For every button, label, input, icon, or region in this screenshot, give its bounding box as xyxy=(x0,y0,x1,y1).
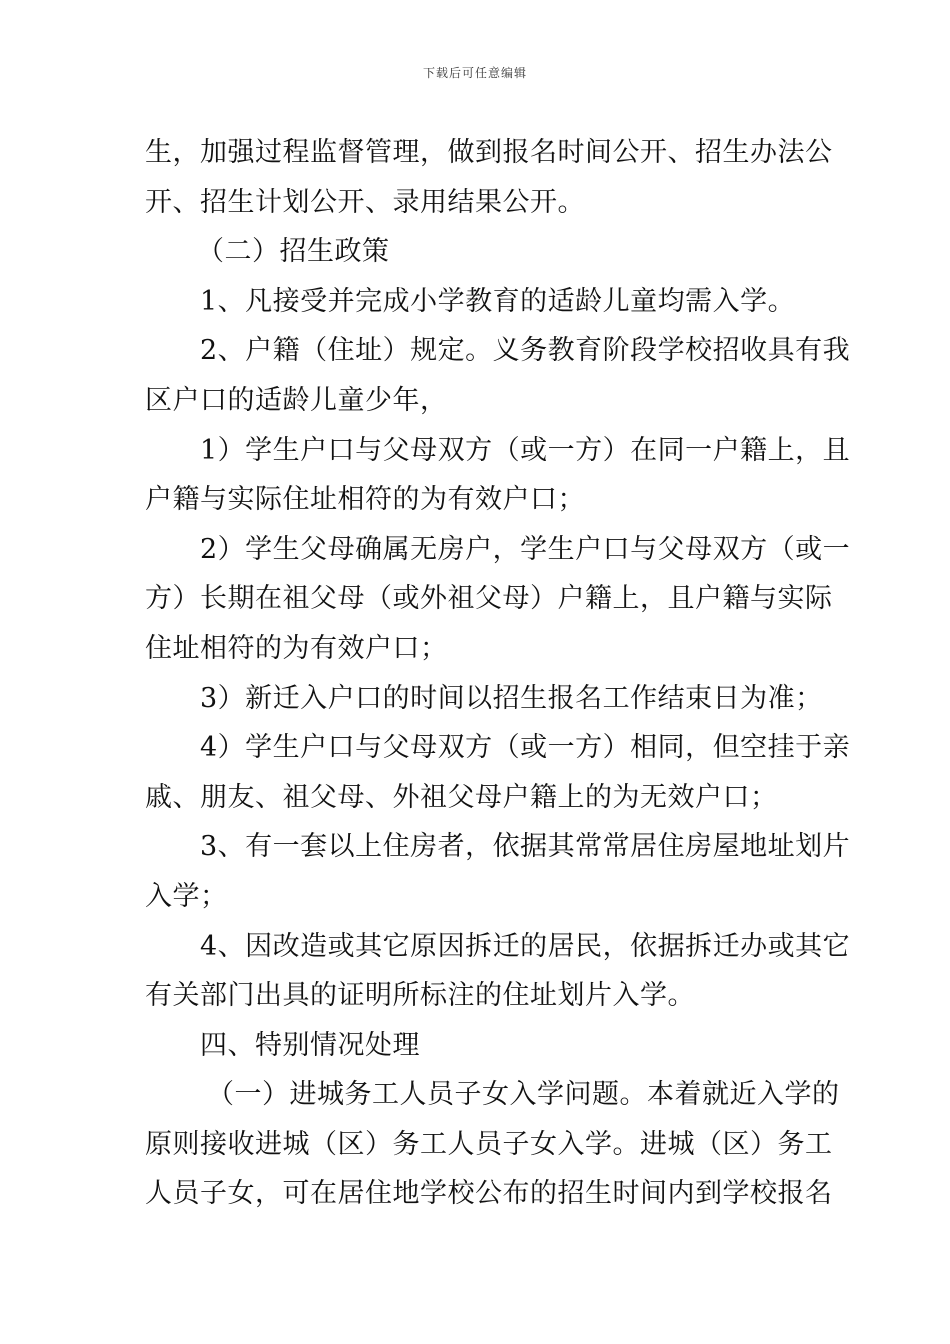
body-line: 区户口的适龄儿童少年， xyxy=(145,384,448,416)
body-line: 入学； xyxy=(145,880,228,912)
header-note: 下载后可任意编辑 xyxy=(422,66,527,80)
body-line: 4）学生户口与父母双方（或一方）相同，但空挂于亲 xyxy=(200,732,851,764)
section-heading: （二）招生政策 xyxy=(197,236,390,268)
body-line: 开、招生计划公开、录用结果公开。 xyxy=(145,186,585,218)
body-line: （一）进城务工人员子女入学问题。本着就近入学的 xyxy=(207,1079,840,1111)
body-line: 2）学生父母确属无房户，学生户口与父母双方（或一 xyxy=(200,533,851,565)
body-line: 3）新迁入户口的时间以招生报名工作结束日为准； xyxy=(200,682,823,714)
body-line: 4、因改造或其它原因拆迁的居民，依据拆迁办或其它 xyxy=(200,930,851,962)
body-line: 1）学生户口与父母双方（或一方）在同一户籍上，且 xyxy=(200,434,851,466)
body-line: 有关部门出具的证明所标注的住址划片入学。 xyxy=(145,980,695,1012)
body-line: 2、户籍（住址）规定。义务教育阶段学校招收具有我 xyxy=(200,335,851,367)
document-body xyxy=(145,128,851,1219)
body-line: 生，加强过程监督管理，做到报名时间公开、招生办法公 xyxy=(145,137,833,168)
body-line: 住址相符的为有效户口； xyxy=(145,632,448,664)
body-line: 户籍与实际住址相符的为有效户口； xyxy=(145,484,585,516)
body-line: 方）长期在祖父母（或外祖父母）户籍上，且户籍与实际 xyxy=(145,583,833,615)
body-line: 人员子女，可在居住地学校公布的招生时间内到学校报名 xyxy=(145,1178,833,1210)
body-line: 1、凡接受并完成小学教育的适龄儿童均需入学。 xyxy=(200,285,796,317)
section-heading: 四、特别情况处理 xyxy=(200,1029,420,1061)
body-line: 原则接收进城（区）务工人员子女入学。进城（区）务工 xyxy=(145,1128,833,1160)
body-line: 戚、朋友、祖父母、外祖父母户籍上的为无效户口； xyxy=(145,781,778,813)
body-line: 3、有一套以上住房者，依据其常常居住房屋地址划片 xyxy=(200,831,851,863)
